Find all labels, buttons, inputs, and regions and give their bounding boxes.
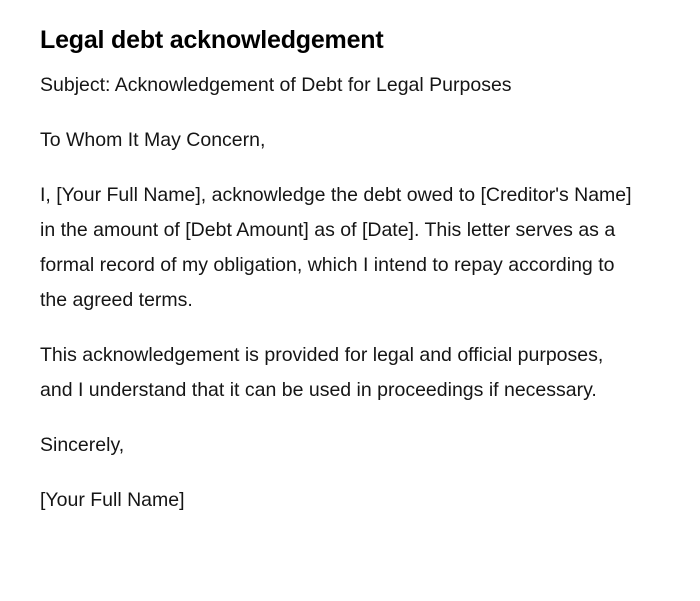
subject-line: Subject: Acknowledgement of Debt for Legal Purposes: [40, 74, 512, 96]
body-paragraph-2: This acknowledgement is provided for legal and official purposes, and I understand that it can be used in proceedings if necessary.: [40, 344, 604, 401]
letter-document: [40, 24, 640, 538]
signature-placeholder: [Your Full Name]: [40, 489, 185, 511]
salutation: To Whom It May Concern,: [40, 129, 266, 151]
closing-line: Sincerely,: [40, 434, 125, 456]
document-title: Legal debt acknowledgement: [40, 26, 384, 54]
body-paragraph-1: I, [Your Full Name], acknowledge the debt owed to [Creditor's Name] in the amount of [Debt Amount] as of [Date]. This letter serves as a formal record of my obligation, which I intend to repay according to the agreed terms.: [40, 184, 632, 311]
